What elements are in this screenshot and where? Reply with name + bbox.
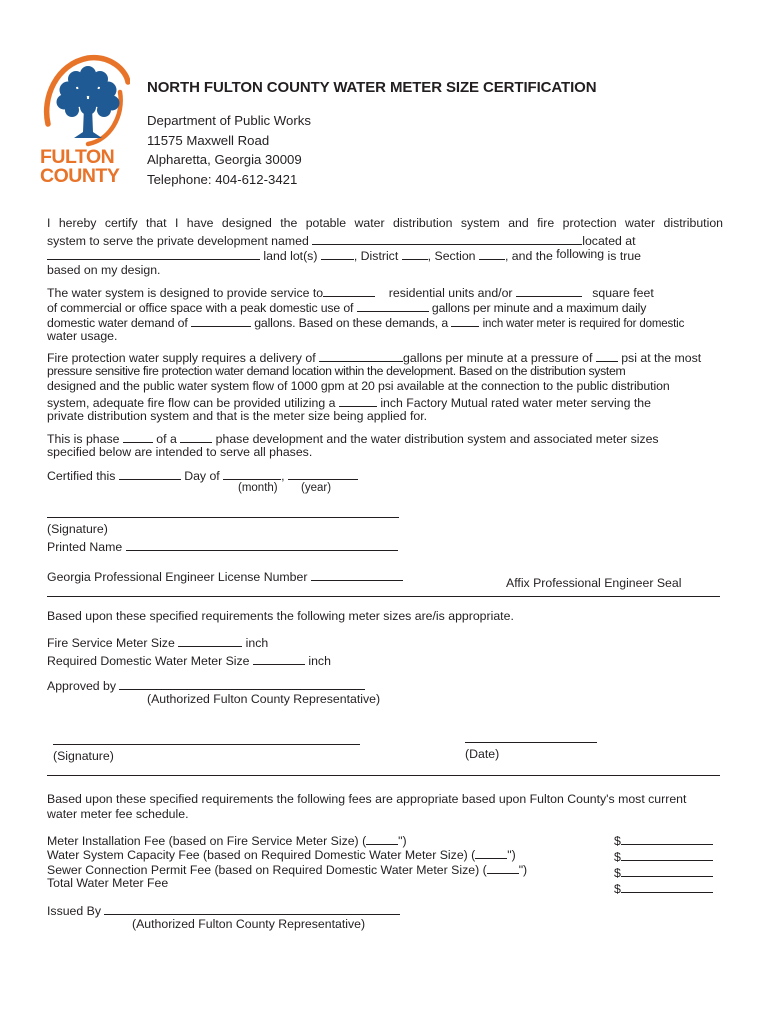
section-field[interactable] [479, 247, 505, 260]
fee-row-total [47, 876, 168, 890]
district-field[interactable] [402, 247, 428, 260]
phase-total-field[interactable] [180, 430, 212, 443]
fire-line-4-text: system, adequate fire flow can be provided utilizing a [47, 396, 336, 410]
fire-meter-size-field[interactable] [339, 394, 377, 407]
logo-fulton: FULTON [40, 146, 115, 168]
day-of-text: Day of [184, 469, 220, 483]
section-divider-1 [47, 596, 720, 597]
following-text: following [556, 247, 605, 261]
development-name-field[interactable] [312, 232, 582, 245]
year-caption: (year) [301, 482, 332, 494]
approved-by-label: Approved by [47, 679, 117, 693]
certified-day-field[interactable] [119, 467, 181, 480]
printed-name-label: Printed Name [47, 540, 123, 554]
phone-number: Telephone: 404-612-3421 [147, 171, 298, 187]
daily-demand-field[interactable] [191, 314, 251, 327]
month-caption: (month) [238, 482, 278, 494]
sewer-fee-amount[interactable] [621, 864, 713, 877]
street-address: 11575 Maxwell Road [147, 132, 270, 148]
certified-month-field[interactable] [223, 467, 281, 480]
fire-service-inch-text: inch [245, 636, 269, 650]
fire-service-meter-field[interactable] [178, 634, 242, 647]
gallons-pressure-text: gallons per minute at a pressure of [403, 351, 593, 365]
meter-sizes-intro: Based upon these specified requirements the following meter sizes are/is appropriate. [47, 609, 514, 623]
of-a-text: of a [156, 432, 177, 446]
square-feet-field[interactable] [516, 284, 582, 297]
issued-rep-caption: (Authorized Fulton County Representative) [132, 917, 366, 931]
installation-fee-amount[interactable] [621, 832, 713, 845]
comma-text: , [281, 469, 285, 483]
water-line-3-text: domestic water demand of [47, 316, 188, 330]
printed-name-field[interactable] [126, 538, 398, 551]
fire-line-5: private distribution system and that is the meter size being applied for. [47, 409, 428, 423]
phase-number-field[interactable] [123, 430, 153, 443]
department-name: Department of Public Works [147, 113, 311, 128]
logo-county: COUNTY [40, 165, 120, 187]
gallons-per-minute-text: gallons per minute and a maximum daily [431, 301, 647, 315]
fees-intro-line-2: water meter fee schedule. [47, 807, 189, 821]
and-the-text: , and the [504, 249, 553, 263]
fee-row-sewer [47, 861, 527, 877]
phase-text: This is phase [47, 432, 120, 446]
certify-line-1: I hereby certify that I have designed the potable water distribution system and fire protection water distribution [47, 216, 723, 230]
installation-close-text: ") [398, 834, 407, 848]
capacity-dollar-sign: $ [614, 850, 621, 864]
approved-by-field[interactable] [119, 677, 365, 690]
residential-units-text: residential units and/or [388, 286, 513, 300]
engineer-signature-line[interactable] [47, 517, 399, 518]
domestic-meter-field[interactable] [253, 652, 305, 665]
phase-line-2: specified below are intended to serve all phases. [47, 445, 313, 459]
water-line-2-text: of commercial or office space with a peak domestic use of [47, 301, 354, 315]
land-lot-field[interactable] [321, 247, 354, 260]
fee-row-capacity [47, 846, 516, 862]
engineer-signature-label: (Signature) [47, 522, 108, 536]
psi-most-text: psi at the most [621, 351, 702, 365]
fulton-county-logo [38, 52, 130, 187]
sewer-size-field[interactable] [487, 861, 519, 874]
fire-gpm-field[interactable] [319, 349, 403, 362]
sewer-close-text: ") [518, 863, 528, 877]
land-lot-text: land lot(s) [263, 249, 318, 263]
fire-line-3: designed and the public water system flow of 1000 gpm at 20 psi available at the connection to the public distribution [47, 379, 670, 393]
city-address: Alpharetta, Georgia 30009 [147, 152, 302, 167]
certified-this-text: Certified this [47, 469, 116, 483]
domestic-inch-text: inch [308, 654, 331, 668]
approval-date-label: (Date) [465, 747, 500, 761]
district-text: , District [353, 249, 399, 263]
approved-rep-caption: (Authorized Fulton County Representative) [147, 692, 381, 706]
approval-date-line[interactable] [465, 742, 597, 743]
is-true-text: is true [607, 249, 642, 263]
sewer-fee-label: Sewer Connection Permit Fee (based on Required Domestic Water Meter Size) ( [47, 863, 487, 877]
issued-by-label: Issued By [47, 904, 101, 918]
installation-size-field[interactable] [366, 832, 398, 845]
approver-signature-line[interactable] [53, 744, 360, 745]
license-number-label: Georgia Professional Engineer License Number [47, 570, 308, 584]
installation-fee-label: Meter Installation Fee (based on Fire Service Meter Size) ( [47, 834, 367, 848]
meter-required-text: inch water meter is required for domestic [482, 318, 685, 330]
located-at-text: located at [582, 234, 636, 248]
residential-units-field[interactable] [323, 284, 375, 297]
total-fee-amount[interactable] [621, 880, 713, 893]
total-fee-label: Total Water Meter Fee [47, 876, 169, 890]
section-divider-2 [47, 775, 720, 776]
water-line-1-text: The water system is designed to provide service to [47, 286, 324, 300]
approver-signature-label: (Signature) [53, 749, 114, 763]
tree-icon [38, 52, 130, 152]
fire-line-1-text: Fire protection water supply requires a delivery of [47, 351, 316, 365]
certified-year-field[interactable] [288, 467, 358, 480]
sewer-dollar-sign: $ [614, 866, 621, 880]
square-feet-text: square feet [592, 286, 654, 300]
license-number-field[interactable] [311, 568, 403, 581]
domestic-meter-label: Required Domestic Water Meter Size [47, 654, 250, 668]
installation-dollar-sign: $ [614, 834, 621, 848]
water-line-4: water usage. [47, 329, 118, 343]
certify-line-2-text: system to serve the private development named [47, 234, 309, 248]
page-title: NORTH FULTON COUNTY WATER METER SIZE CERTIFICATION [147, 79, 597, 96]
location-field[interactable] [47, 247, 260, 260]
total-dollar-sign: $ [614, 882, 621, 896]
peak-domestic-field[interactable] [357, 299, 429, 312]
department-address [147, 111, 311, 189]
fees-intro-line-1: Based upon these specified requirements the following fees are appropriate based upon Fulton County's most current [47, 792, 687, 806]
capacity-fee-label: Water System Capacity Fee (based on Required Domestic Water Meter Size) ( [47, 848, 476, 862]
factory-mutual-text: inch Factory Mutual rated water meter serving the [380, 396, 651, 410]
certify-line-4: based on my design. [47, 263, 161, 277]
fire-psi-field[interactable] [596, 349, 618, 362]
capacity-close-text: ") [507, 848, 516, 862]
issued-by-field[interactable] [104, 902, 400, 915]
section-text: , Section [427, 249, 476, 263]
fire-line-2: pressure sensitive fire protection water demand location within the development. Based on the distribution system [47, 364, 626, 378]
phase-development-text: phase development and the water distribution system and associated meter sizes [215, 432, 659, 446]
capacity-size-field[interactable] [475, 846, 507, 859]
engineer-seal-label: Affix Professional Engineer Seal [506, 576, 682, 590]
domestic-meter-size-field[interactable] [451, 314, 479, 327]
gallons-based-text: gallons. Based on these demands, a [254, 316, 449, 330]
fire-service-meter-label: Fire Service Meter Size [47, 636, 175, 650]
capacity-fee-amount[interactable] [621, 848, 713, 861]
